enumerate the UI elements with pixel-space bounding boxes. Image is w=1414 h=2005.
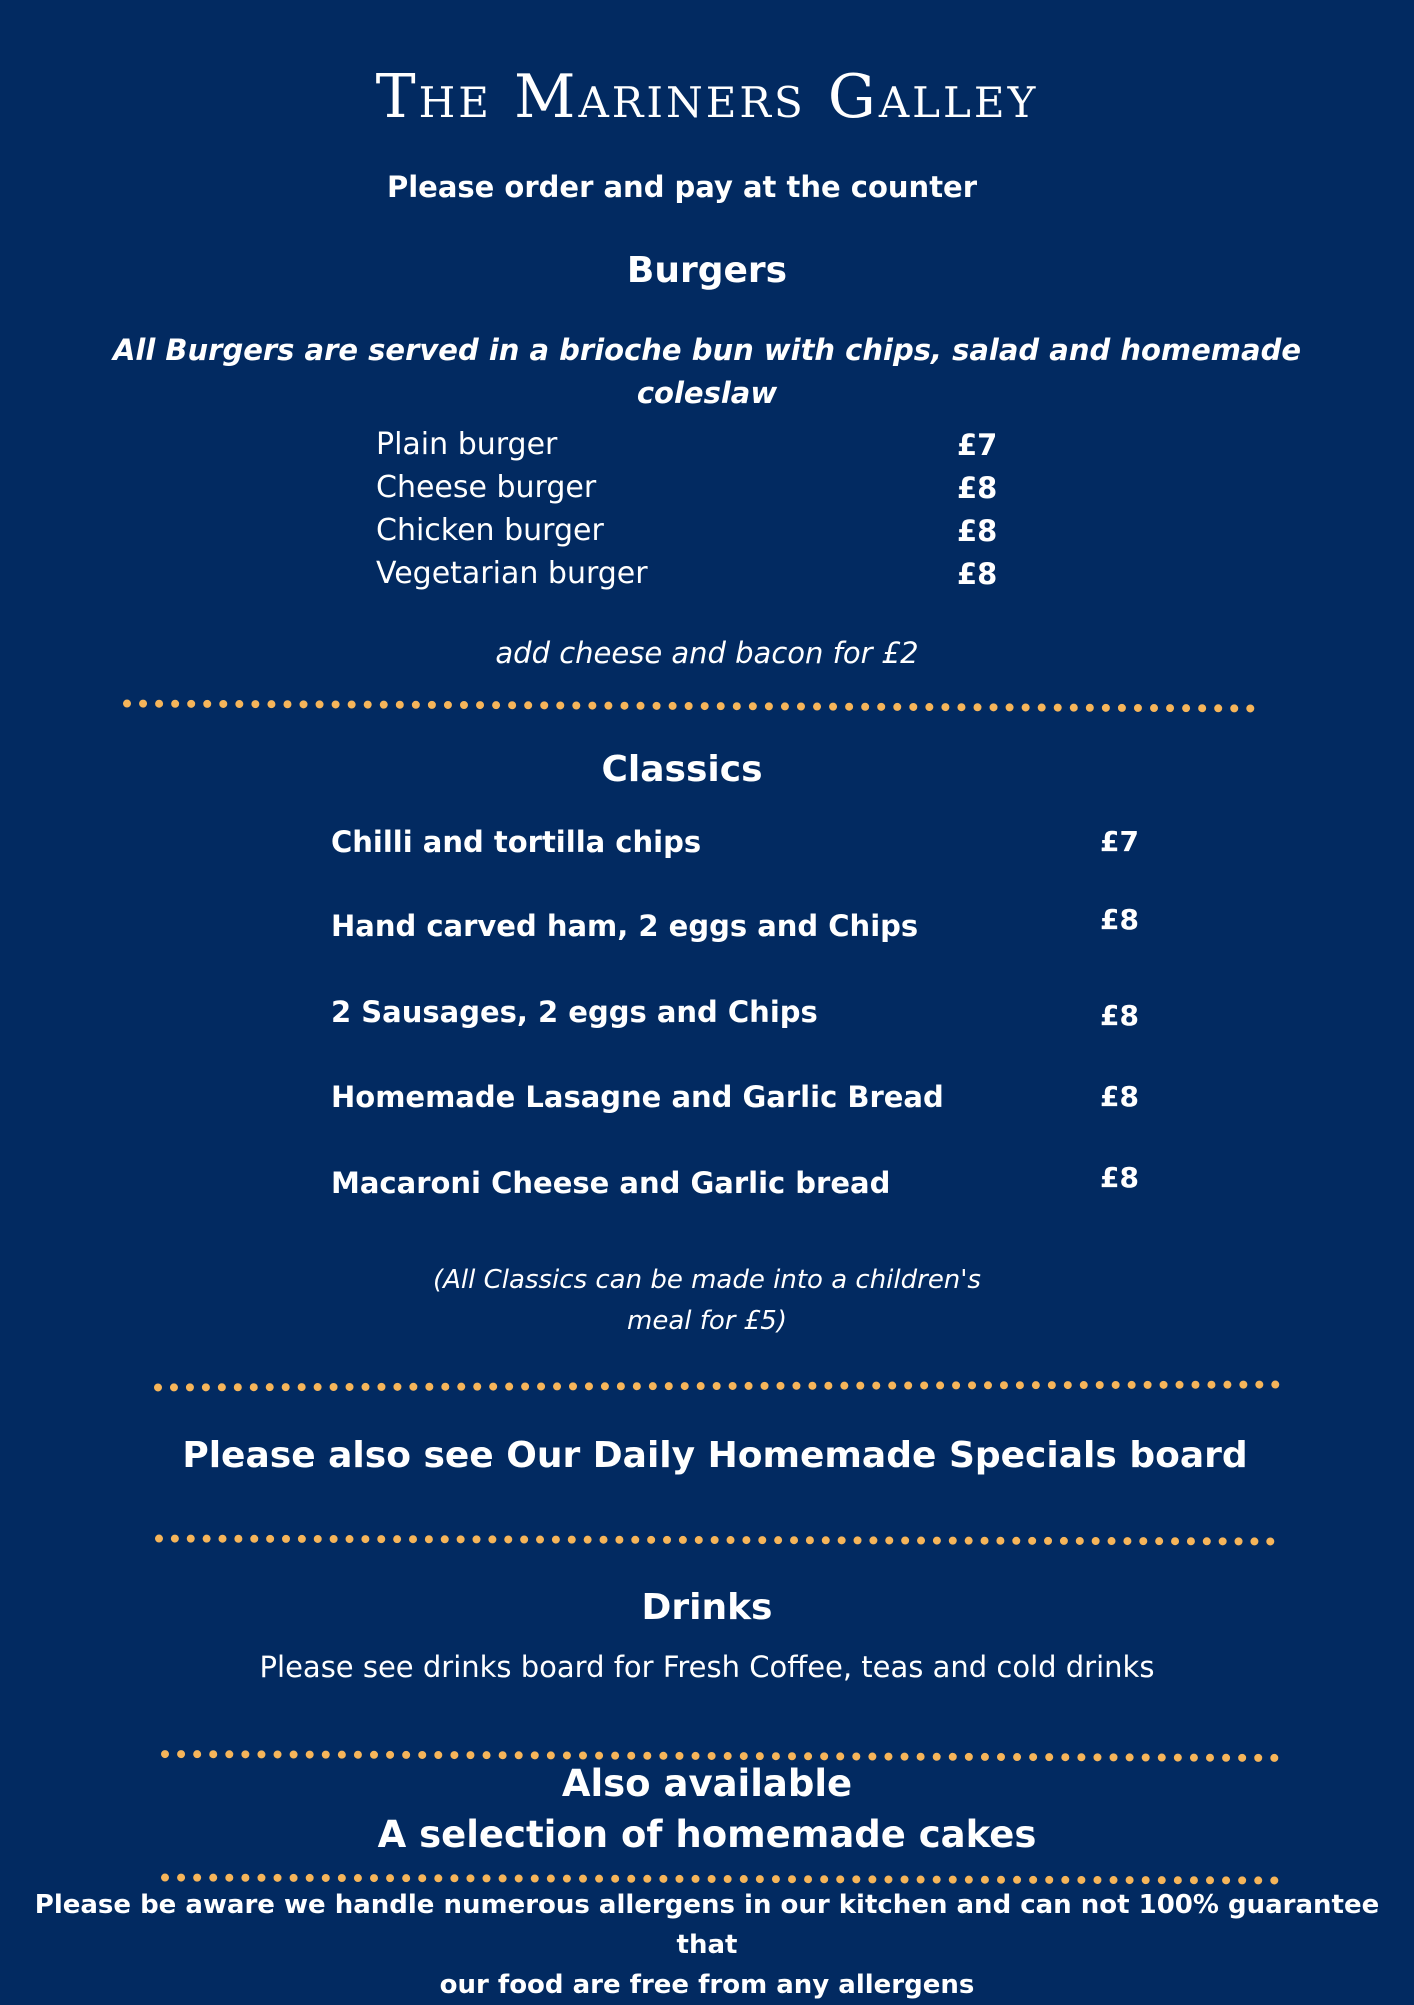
burger-item-price: £8	[957, 471, 998, 505]
homemade-cakes-note: A selection of homemade cakes	[377, 1813, 1037, 1856]
section-divider	[154, 1381, 1280, 1392]
also-available	[0, 1758, 1414, 1860]
burgers-intro	[0, 329, 1414, 415]
classic-item-name: Macaroni Cheese and Garlic bread	[331, 1166, 891, 1200]
section-divider	[155, 1535, 1275, 1546]
burgers-addon-note: add cheese and bacon for £2	[495, 636, 919, 670]
burger-item-name: Vegetarian burger	[376, 556, 648, 591]
allergen-line1: Please be aware we handle numerous allergens in our kitchen and can not 100% guarantee that	[34, 1890, 1380, 1960]
burger-item-name: Chicken burger	[376, 513, 604, 548]
burger-item-name: Plain burger	[376, 427, 558, 462]
classic-item-name: 2 Sausages, 2 eggs and Chips	[331, 995, 818, 1029]
allergen-line2: our food are free from any allergens	[439, 1970, 975, 2000]
classic-item-price: £8	[1100, 999, 1139, 1032]
burgers-heading: Burgers	[626, 250, 788, 291]
allergen-notice	[0, 1885, 1414, 2005]
classic-item-price: £7	[1100, 825, 1139, 858]
page-title	[0, 62, 1414, 132]
classic-item-name: Homemade Lasagne and Garlic Bread	[331, 1080, 944, 1114]
classics-note-line2: meal for £5)	[627, 1306, 787, 1336]
burger-item-price: £7	[957, 428, 998, 462]
section-divider	[161, 1874, 1279, 1885]
burgers-intro-line2: coleslaw	[636, 376, 778, 410]
burger-item-price: £8	[957, 557, 998, 591]
specials-board-note: Please also see Our Daily Homemade Specials board	[182, 1435, 1248, 1476]
burger-item-price: £8	[957, 514, 998, 548]
classic-item-name: Chilli and tortilla chips	[331, 825, 702, 859]
section-divider	[123, 700, 1255, 713]
burger-item-name: Cheese burger	[376, 470, 597, 505]
classic-item-price: £8	[1100, 1080, 1139, 1113]
drinks-note: Please see drinks board for Fresh Coffee, teas and cold drinks	[259, 1650, 1155, 1684]
drinks-heading: Drinks	[641, 1587, 773, 1628]
classics-heading: Classics	[601, 749, 763, 790]
classic-item-price: £8	[1100, 1161, 1139, 1194]
classic-item-name: Hand carved ham, 2 eggs and Chips	[331, 909, 919, 943]
also-available-heading: Also available	[561, 1762, 853, 1805]
burgers-intro-line1: All Burgers are served in a brioche bun with chips, salad and homemade	[112, 333, 1302, 367]
order-instructions: Please order and pay at the counter	[386, 170, 978, 204]
restaurant-name: The Mariners Galley	[375, 62, 1039, 132]
classics-children-note	[0, 1260, 1414, 1342]
classic-item-price: £8	[1100, 903, 1139, 936]
classics-note-line1: (All Classics can be made into a children's	[433, 1265, 981, 1295]
